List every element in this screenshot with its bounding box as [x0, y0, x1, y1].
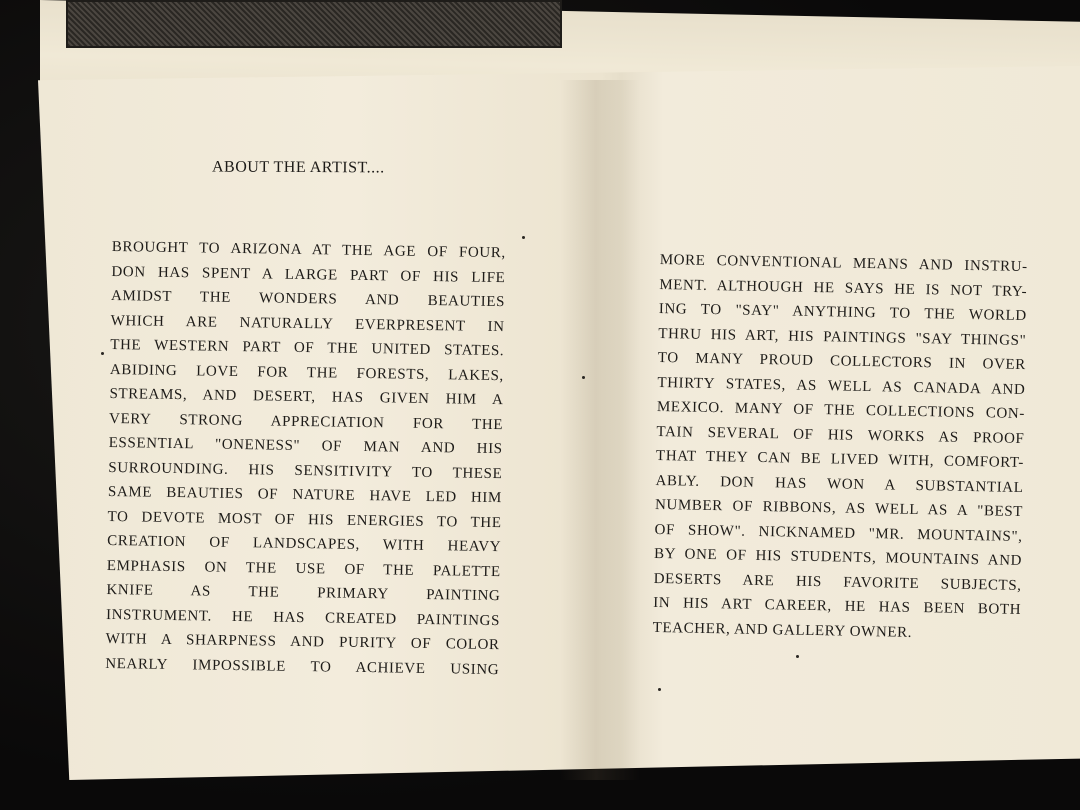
text-line: AMIDST THE WONDERS AND BEAUTIES: [110, 287, 506, 311]
text-line: INSTRUMENT. HE HAS CREATED PAINTINGS: [105, 606, 501, 629]
text-line: SURROUNDING. HIS SENSITIVITY TO THESE: [108, 459, 503, 482]
text-line: THIRTY STATES, AS WELL AS CANADA AND: [657, 374, 1026, 398]
text-line: WHICH ARE NATURALLY EVERPRESENT IN: [110, 312, 505, 335]
text-line: THAT THEY CAN BE LIVED WITH, COMFORT-: [655, 447, 1025, 472]
text-line: MENT. ALTHOUGH HE SAYS HE IS NOT TRY-: [659, 276, 1028, 300]
text-line: DON HAS SPENT A LARGE PART OF HIS LIFE: [111, 263, 506, 286]
paper-speck: [796, 655, 799, 658]
text-line: TO DEVOTE MOST OF HIS ENERGIES TO THE: [107, 508, 502, 531]
text-line: EMPHASIS ON THE USE OF THE PALETTE: [106, 557, 501, 580]
text-line: ABIDING LOVE FOR THE FORESTS, LAKES,: [109, 361, 504, 384]
text-line: MORE CONVENTIONAL MEANS AND INSTRU-: [659, 251, 1028, 276]
paper-speck: [658, 688, 661, 691]
left-text-column: [105, 235, 506, 682]
text-line: BY ONE OF HIS STUDENTS, MOUNTAINS AND: [653, 545, 1023, 570]
text-line: NEARLY IMPOSSIBLE TO ACHIEVE USING: [105, 655, 500, 678]
paper-speck: [522, 236, 525, 239]
page-fold: [560, 80, 640, 780]
text-line: IN HIS ART CAREER, HE HAS BEEN BOTH: [653, 594, 1022, 618]
text-line: THE WESTERN PART OF THE UNITED STATES.: [110, 336, 505, 360]
text-line: DESERTS ARE HIS FAVORITE SUBJECTS,: [653, 570, 1022, 594]
text-line: ABLY. DON HAS WON A SUBSTANTIAL: [655, 472, 1024, 496]
right-text-column: [652, 248, 1027, 647]
text-line: BROUGHT TO ARIZONA AT THE AGE OF FOUR,: [111, 238, 506, 262]
text-line: THRU HIS ART, HIS PAINTINGS "SAY THINGS": [658, 325, 1027, 349]
paper-speck: [101, 352, 104, 355]
text-line: ING TO "SAY" ANYTHING TO THE WORLD: [658, 300, 1027, 325]
text-line: ESSENTIAL "ONENESS" OF MAN AND HIS: [108, 434, 503, 458]
text-line: TO MANY PROUD COLLECTORS IN OVER: [657, 349, 1026, 374]
text-line: STREAMS, AND DESERT, HAS GIVEN HIM A: [109, 385, 504, 409]
text-line: MEXICO. MANY OF THE COLLECTIONS CON-: [656, 398, 1026, 423]
text-line: OF SHOW". NICKNAMED "MR. MOUNTAINS",: [654, 521, 1023, 545]
text-line: SAME BEAUTIES OF NATURE HAVE LED HIM: [107, 483, 503, 507]
text-line: WITH A SHARPNESS AND PURITY OF COLOR: [105, 630, 500, 654]
section-heading: ABOUT THE ARTIST....: [211, 158, 385, 177]
text-line: TAIN SEVERAL OF HIS WORKS AS PROOF: [656, 423, 1025, 447]
text-line: VERY STRONG APPRECIATION FOR THE: [108, 410, 504, 433]
paper-speck: [582, 376, 585, 379]
text-line: CREATION OF LANDSCAPES, WITH HEAVY: [107, 532, 502, 556]
photo-strip: [66, 0, 562, 48]
text-line: KNIFE AS THE PRIMARY PAINTING: [106, 581, 501, 605]
text-line: NUMBER OF RIBBONS, AS WELL AS A "BEST: [654, 496, 1024, 521]
text-line: TEACHER, AND GALLERY OWNER.: [652, 619, 913, 641]
